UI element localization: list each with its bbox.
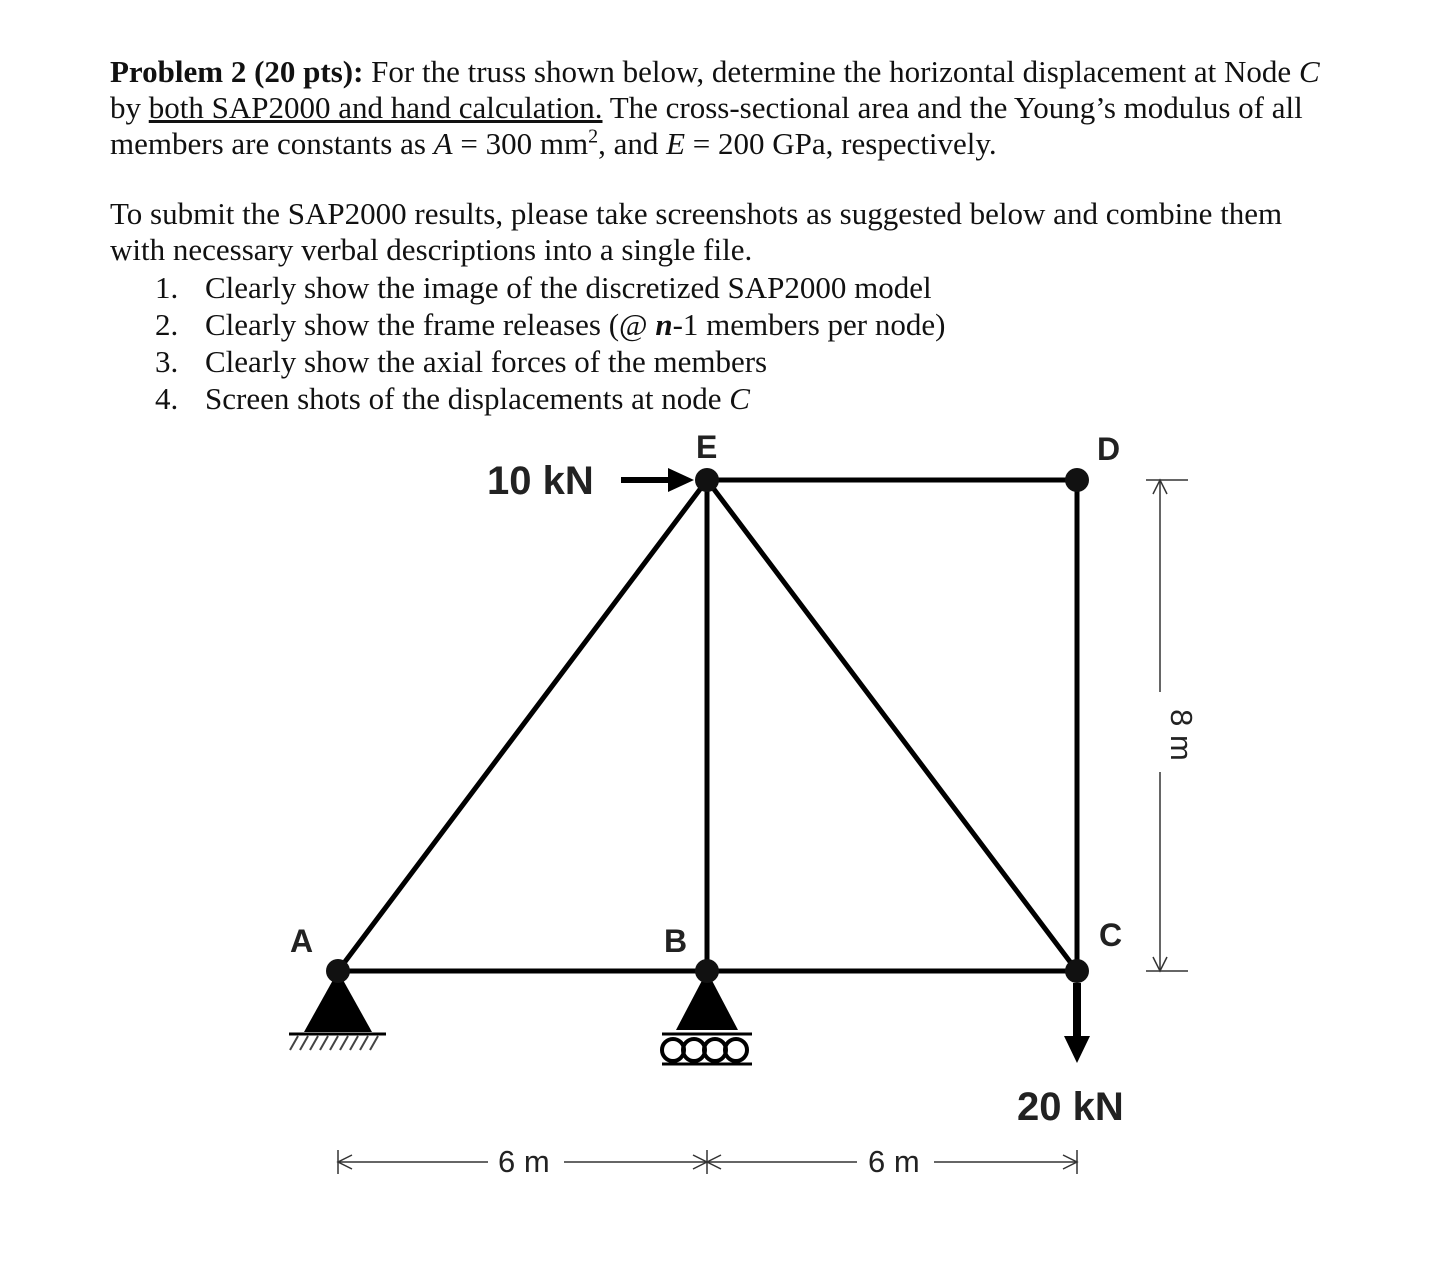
member-ec [707,480,1077,971]
submission-instructions: To submit the SAP2000 results, please take screenshots as suggested below and combine them with necessary verbal descriptions into a single file. [110,196,1283,267]
list-item: 3. Clearly show the axial forces of the members [155,344,768,379]
problem-statement: Problem 2 (20 pts): For the truss shown below, determine the horizontal displacement at Node C by both SAP2000 and hand calculation. The cross-sectional area and the Young’s modulus of all members are constants as A = 300 $mm^2$, and E = 200 GPa, respectively. [110,54,1320,161]
roller-support-b [662,971,752,1064]
node-label-b: B [664,923,688,959]
method-emphasis: both SAP2000 and hand calculation. [148,90,603,125]
joint-e [695,468,719,492]
node-label-c: C [1099,917,1123,953]
node-label-d: D [1097,431,1121,467]
load-label-vertical: 20 kN [1017,1085,1124,1129]
load-arrow-horizontal [621,468,694,492]
load-arrow-vertical [1064,983,1090,1063]
joint-c [1065,959,1089,983]
joint-b [695,959,719,983]
joint-d [1065,468,1089,492]
problem-title: Problem 2 (20 pts): [110,54,364,89]
list-item: 2. Clearly show the frame releases (@ n-1 members per node) [155,307,946,342]
joint-a [326,959,350,983]
node-label-a: A [290,923,314,959]
dimension-horizontal [338,1150,1077,1174]
load-label-horizontal: 10 kN [487,459,594,503]
list-item: 1. Clearly show the image of the discretized SAP2000 model [155,270,932,305]
dimension-label-left: 6 m [498,1144,550,1179]
node-label-e: E [696,429,718,465]
member-ae [338,480,707,971]
dimension-label-right: 6 m [868,1144,920,1179]
list-item: 4. Screen shots of the displacements at node C [155,381,750,416]
dimension-label-height: 8 m [1164,709,1199,761]
node-c-var: C [1298,54,1320,89]
